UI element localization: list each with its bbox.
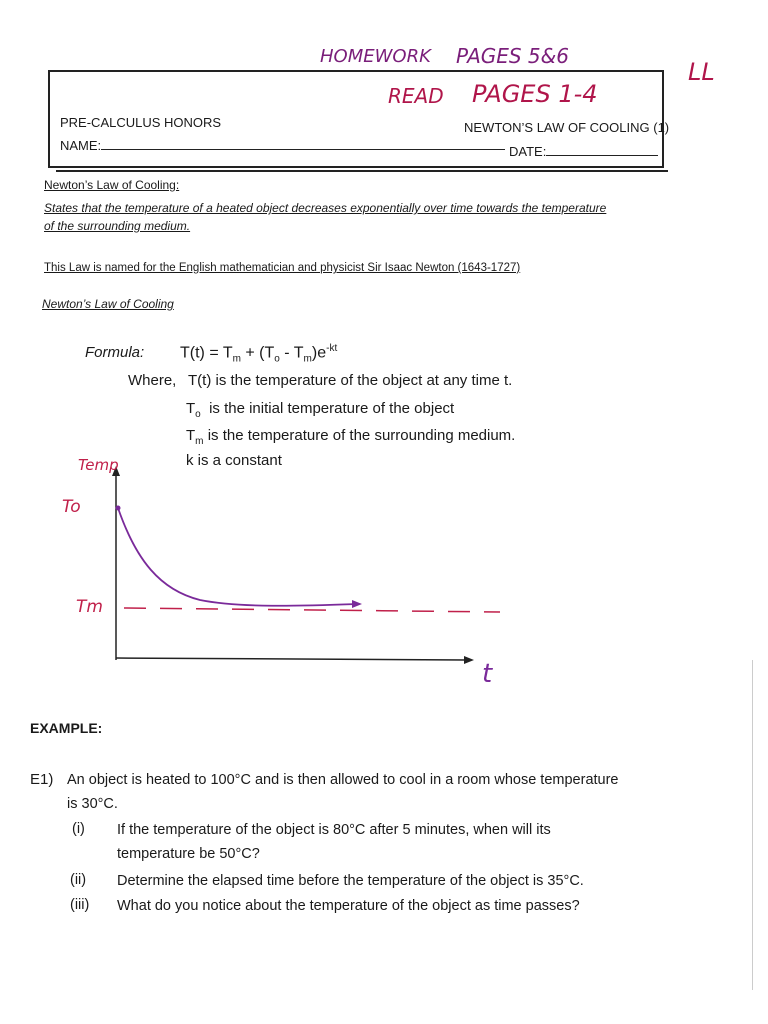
tm-description: is the temperature of the surrounding medium.	[207, 427, 516, 444]
formula-label: Formula:	[85, 344, 145, 361]
formula-part-plus: + (T	[240, 344, 275, 362]
formula-sub-m: m	[232, 353, 241, 365]
scan-edge-line	[752, 660, 753, 990]
part-i-line1: If the temperature of the object is 80°C after 5 minutes, when will its	[117, 822, 551, 838]
definition-k: k is a constant	[186, 452, 282, 469]
where-label: Where,	[128, 372, 177, 389]
named-for: This Law is named for the English mathematician and physicist Sir Isaac Newton (1643-1727)	[44, 262, 521, 274]
cooling-curve	[118, 508, 358, 606]
definition-t: T(t) is the temperature of the object at any time t.	[188, 372, 513, 389]
to-label: To	[62, 497, 81, 517]
part-iii-label: (iii)	[70, 897, 90, 913]
part-ii-text: Determine the elapsed time before the temperature of the object is 35°C.	[117, 873, 584, 889]
intro-statement-line1: States that the temperature of a heated object decreases exponentially over time towards the temperature	[44, 201, 607, 215]
e1-label: E1)	[30, 771, 54, 788]
homework-note: HOMEWORK	[320, 46, 431, 67]
e1-line1: An object is heated to 100°C and is then allowed to cool in a room whose temperature	[67, 772, 619, 788]
formula-part-t: T(t) = T	[180, 344, 233, 362]
y-axis-label: Temp	[78, 456, 119, 474]
read-pages-note: PAGES 1-4	[472, 80, 598, 108]
formula-expression	[180, 343, 337, 365]
definition-to	[186, 400, 454, 420]
x-axis-label: t	[482, 659, 493, 689]
read-note: READ	[388, 84, 444, 108]
name-blank	[101, 135, 505, 150]
formula-sub-m2: m	[303, 353, 312, 365]
name-label: NAME:	[60, 138, 102, 153]
x-axis	[116, 658, 466, 660]
part-i-label: (i)	[72, 821, 85, 837]
date-blank	[546, 141, 658, 156]
corner-mark: LL	[688, 58, 715, 86]
intro-title: Newton’s Law of Cooling:	[44, 178, 180, 192]
name-field	[60, 135, 505, 153]
x-axis-arrow	[464, 656, 474, 664]
part-i-line2: temperature be 50°C?	[117, 846, 260, 862]
formula-sup-kt: -kt	[326, 343, 338, 354]
tm-symbol: T	[186, 427, 196, 444]
tm-subscript: m	[195, 436, 204, 447]
worksheet-topic: NEWTON’S LAW OF COOLING (1)	[464, 120, 670, 135]
intro-statement-line2: of the surrounding medium.	[44, 219, 191, 233]
to-subscript: o	[195, 409, 201, 420]
course-title: PRE-CALCULUS HONORS	[60, 115, 222, 130]
homework-pages-note: PAGES 5&6	[456, 44, 569, 68]
date-label: DATE:	[509, 144, 547, 159]
tm-label: Tm	[76, 597, 103, 617]
date-field	[509, 141, 658, 159]
formula-part-minus: - T	[279, 344, 304, 362]
formula-sub-o: o	[274, 353, 280, 365]
example-heading: EXAMPLE:	[30, 720, 103, 736]
part-iii-text: What do you notice about the temperature of the object as time passes?	[117, 898, 580, 914]
subheading: Newton’s Law of Cooling	[42, 297, 174, 311]
e1-line2: is 30°C.	[67, 796, 118, 812]
definition-tm	[186, 427, 515, 447]
to-symbol: T	[186, 400, 196, 417]
cooling-graph	[40, 450, 520, 700]
part-ii-label: (ii)	[70, 872, 87, 888]
formula-part-close: )e	[311, 344, 327, 362]
cooling-curve-arrow	[352, 600, 362, 608]
tm-asymptote	[124, 608, 500, 612]
initial-point	[116, 506, 121, 511]
to-description: is the initial temperature of the object	[209, 400, 455, 417]
